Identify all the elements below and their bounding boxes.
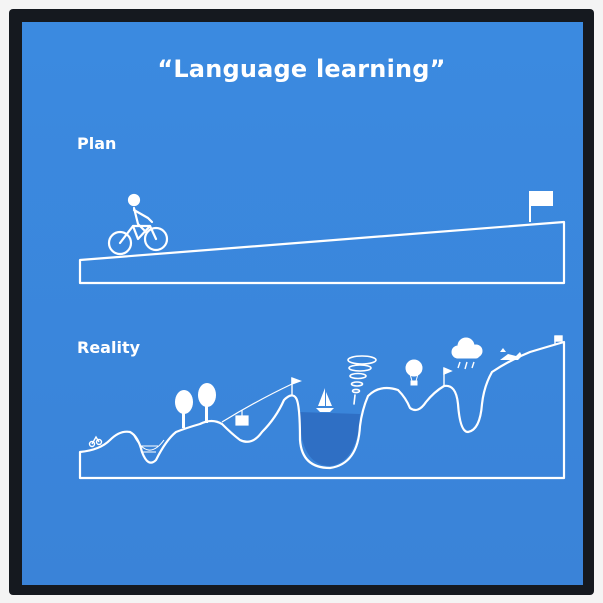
hot-air-balloon-icon [406,360,422,385]
sailboat-icon [316,388,334,412]
tree-icon [175,390,193,428]
reality-label: Reality [77,338,141,357]
plan-label: Plan [77,134,117,153]
tree-icon [198,383,216,423]
storm-cloud-icon [452,338,482,369]
small-cyclist-icon [90,437,102,447]
tornado-icon [348,356,376,404]
diagram-title: “Language learning” [157,55,446,83]
dog-icon [500,348,522,360]
flag-icon [292,378,300,396]
flag-icon [444,368,451,386]
flag-icon [530,192,552,222]
cyclist-icon [109,195,167,254]
